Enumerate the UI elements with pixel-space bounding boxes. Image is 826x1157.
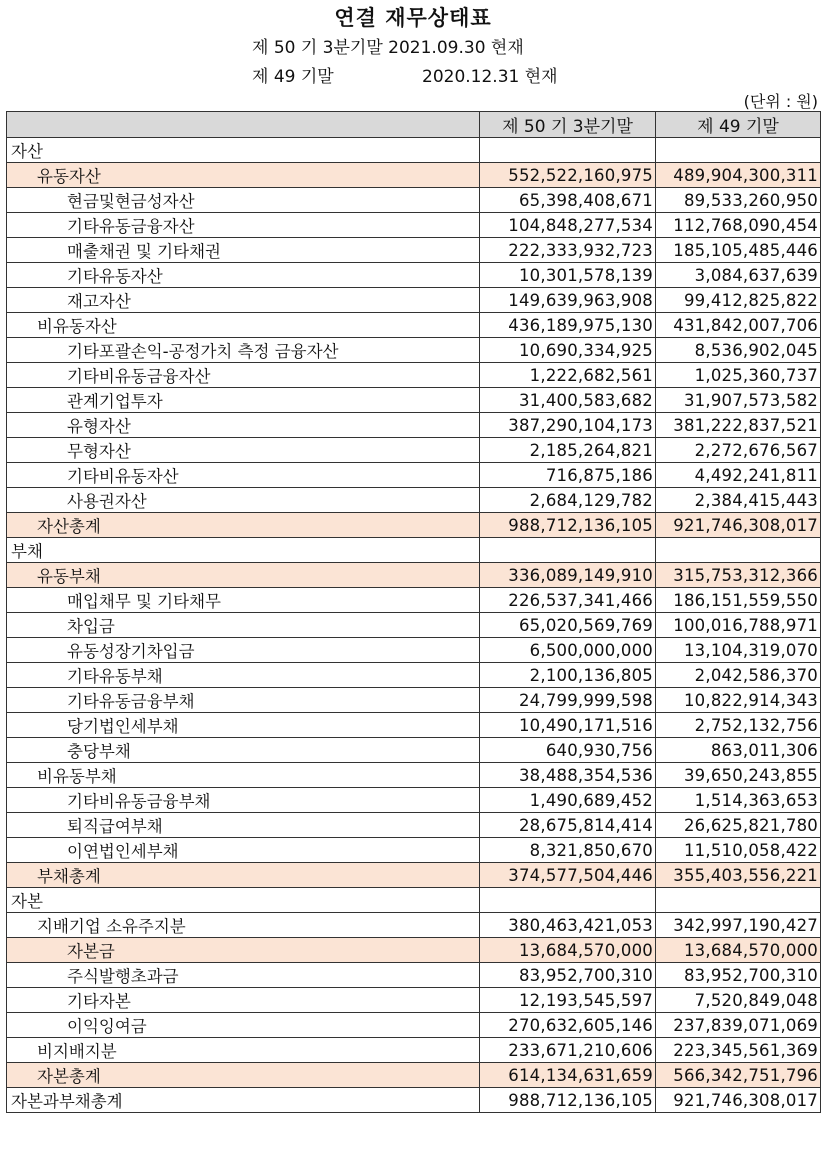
balance-sheet-table bbox=[6, 111, 821, 1113]
row-label: 기타유동자산 bbox=[7, 263, 480, 288]
row-value-current: 10,490,171,516 bbox=[480, 713, 656, 738]
row-value-prior: 1,514,363,653 bbox=[656, 788, 821, 813]
row-value-current: 233,671,210,606 bbox=[480, 1038, 656, 1063]
table-row bbox=[7, 538, 821, 563]
table-row bbox=[7, 963, 821, 988]
row-value-current: 104,848,277,534 bbox=[480, 213, 656, 238]
row-value-prior: 315,753,312,366 bbox=[656, 563, 821, 588]
row-label: 자본 bbox=[7, 888, 480, 913]
row-value-prior: 8,536,902,045 bbox=[656, 338, 821, 363]
table-row bbox=[7, 163, 821, 188]
row-value-current: 374,577,504,446 bbox=[480, 863, 656, 888]
row-value-prior: 100,016,788,971 bbox=[656, 613, 821, 638]
row-value-prior: 1,025,360,737 bbox=[656, 363, 821, 388]
table-row bbox=[7, 288, 821, 313]
prior-period-label: 제 49 기말 bbox=[252, 67, 334, 87]
row-value-prior: 31,907,573,582 bbox=[656, 388, 821, 413]
row-value-prior: 921,746,308,017 bbox=[656, 1088, 821, 1113]
row-value-current bbox=[480, 538, 656, 563]
table-row bbox=[7, 263, 821, 288]
row-label: 기타포괄손익-공정가치 측정 금융자산 bbox=[7, 338, 480, 363]
table-row bbox=[7, 863, 821, 888]
table-row bbox=[7, 463, 821, 488]
row-value-prior: 237,839,071,069 bbox=[656, 1013, 821, 1038]
row-value-current: 640,930,756 bbox=[480, 738, 656, 763]
row-value-current: 149,639,963,908 bbox=[480, 288, 656, 313]
row-value-prior bbox=[656, 538, 821, 563]
header-current-period: 제 50 기 3분기말 bbox=[480, 112, 656, 138]
row-value-prior: 223,345,561,369 bbox=[656, 1038, 821, 1063]
row-label: 기타비유동자산 bbox=[7, 463, 480, 488]
table-row bbox=[7, 588, 821, 613]
row-value-prior: 863,011,306 bbox=[656, 738, 821, 763]
row-value-current: 614,134,631,659 bbox=[480, 1063, 656, 1088]
row-value-current: 387,290,104,173 bbox=[480, 413, 656, 438]
row-label: 사용권자산 bbox=[7, 488, 480, 513]
row-value-current: 270,632,605,146 bbox=[480, 1013, 656, 1038]
row-value-current: 436,189,975,130 bbox=[480, 313, 656, 338]
row-label: 기타비유동금융부채 bbox=[7, 788, 480, 813]
row-value-current: 222,333,932,723 bbox=[480, 238, 656, 263]
row-value-prior: 99,412,825,822 bbox=[656, 288, 821, 313]
document-title: 연결 재무상태표 bbox=[334, 6, 492, 30]
row-label: 기타비유동금융자산 bbox=[7, 363, 480, 388]
row-label: 유동부채 bbox=[7, 563, 480, 588]
row-label: 자본총계 bbox=[7, 1063, 480, 1088]
row-value-prior: 921,746,308,017 bbox=[656, 513, 821, 538]
row-label: 이익잉여금 bbox=[7, 1013, 480, 1038]
row-value-prior: 2,042,586,370 bbox=[656, 663, 821, 688]
table-row bbox=[7, 1013, 821, 1038]
table-row bbox=[7, 338, 821, 363]
table-row bbox=[7, 513, 821, 538]
document-header bbox=[0, 0, 826, 110]
row-value-current: 8,321,850,670 bbox=[480, 838, 656, 863]
table-row bbox=[7, 563, 821, 588]
row-value-current: 65,020,569,769 bbox=[480, 613, 656, 638]
table-row bbox=[7, 388, 821, 413]
table-row bbox=[7, 913, 821, 938]
row-value-current: 6,500,000,000 bbox=[480, 638, 656, 663]
table-row bbox=[7, 988, 821, 1013]
row-label: 매출채권 및 기타채권 bbox=[7, 238, 480, 263]
row-value-prior: 2,752,132,756 bbox=[656, 713, 821, 738]
row-value-prior: 342,997,190,427 bbox=[656, 913, 821, 938]
prior-period-date: 2020.12.31 현재 bbox=[422, 67, 558, 87]
row-label: 비유동자산 bbox=[7, 313, 480, 338]
row-label: 비유동부채 bbox=[7, 763, 480, 788]
table-row bbox=[7, 438, 821, 463]
row-value-current: 336,089,149,910 bbox=[480, 563, 656, 588]
row-value-current bbox=[480, 888, 656, 913]
row-value-current: 380,463,421,053 bbox=[480, 913, 656, 938]
row-value-prior: 10,822,914,343 bbox=[656, 688, 821, 713]
row-label: 자산총계 bbox=[7, 513, 480, 538]
row-value-prior: 83,952,700,310 bbox=[656, 963, 821, 988]
table-row bbox=[7, 838, 821, 863]
row-value-prior: 355,403,556,221 bbox=[656, 863, 821, 888]
row-label: 기타유동부채 bbox=[7, 663, 480, 688]
table-row bbox=[7, 1063, 821, 1088]
row-value-current: 10,301,578,139 bbox=[480, 263, 656, 288]
row-label: 자본금 bbox=[7, 938, 480, 963]
row-label: 현금및현금성자산 bbox=[7, 188, 480, 213]
row-value-prior: 566,342,751,796 bbox=[656, 1063, 821, 1088]
row-label: 차입금 bbox=[7, 613, 480, 638]
table-row bbox=[7, 313, 821, 338]
row-value-prior: 2,272,676,567 bbox=[656, 438, 821, 463]
row-value-prior: 3,084,637,639 bbox=[656, 263, 821, 288]
table-row bbox=[7, 813, 821, 838]
table-row bbox=[7, 663, 821, 688]
table-row bbox=[7, 138, 821, 163]
table-row bbox=[7, 213, 821, 238]
row-value-current: 28,675,814,414 bbox=[480, 813, 656, 838]
row-value-current: 10,690,334,925 bbox=[480, 338, 656, 363]
row-value-prior: 2,384,415,443 bbox=[656, 488, 821, 513]
table-body bbox=[7, 138, 821, 1113]
row-label: 자산 bbox=[7, 138, 480, 163]
header-prior-period: 제 49 기말 bbox=[656, 112, 821, 138]
row-label: 유동성장기차입금 bbox=[7, 638, 480, 663]
row-label: 지배기업 소유주지분 bbox=[7, 913, 480, 938]
table-row bbox=[7, 763, 821, 788]
row-value-prior: 89,533,260,950 bbox=[656, 188, 821, 213]
table-row bbox=[7, 488, 821, 513]
row-value-current bbox=[480, 138, 656, 163]
row-label: 기타자본 bbox=[7, 988, 480, 1013]
table-row bbox=[7, 1038, 821, 1063]
table-row bbox=[7, 1088, 821, 1113]
table-row bbox=[7, 613, 821, 638]
row-label: 기타유동금융자산 bbox=[7, 213, 480, 238]
row-label: 비지배지분 bbox=[7, 1038, 480, 1063]
row-label: 기타유동금융부채 bbox=[7, 688, 480, 713]
row-value-current: 1,222,682,561 bbox=[480, 363, 656, 388]
row-label: 부채 bbox=[7, 538, 480, 563]
row-label: 충당부채 bbox=[7, 738, 480, 763]
row-value-current: 65,398,408,671 bbox=[480, 188, 656, 213]
row-value-current: 1,490,689,452 bbox=[480, 788, 656, 813]
table-row bbox=[7, 788, 821, 813]
row-value-current: 716,875,186 bbox=[480, 463, 656, 488]
row-label: 무형자산 bbox=[7, 438, 480, 463]
row-value-prior bbox=[656, 138, 821, 163]
table-row bbox=[7, 413, 821, 438]
row-value-current: 2,100,136,805 bbox=[480, 663, 656, 688]
row-value-current: 13,684,570,000 bbox=[480, 938, 656, 963]
row-label: 퇴직급여부채 bbox=[7, 813, 480, 838]
table-row bbox=[7, 638, 821, 663]
row-value-current: 552,522,160,975 bbox=[480, 163, 656, 188]
table-row bbox=[7, 238, 821, 263]
row-label: 주식발행초과금 bbox=[7, 963, 480, 988]
row-label: 관계기업투자 bbox=[7, 388, 480, 413]
row-label: 재고자산 bbox=[7, 288, 480, 313]
row-value-prior: 186,151,559,550 bbox=[656, 588, 821, 613]
row-value-current: 988,712,136,105 bbox=[480, 1088, 656, 1113]
row-label: 유형자산 bbox=[7, 413, 480, 438]
row-value-prior: 381,222,837,521 bbox=[656, 413, 821, 438]
row-value-prior: 431,842,007,706 bbox=[656, 313, 821, 338]
row-value-current: 24,799,999,598 bbox=[480, 688, 656, 713]
row-value-prior: 39,650,243,855 bbox=[656, 763, 821, 788]
table-row bbox=[7, 188, 821, 213]
row-label: 매입채무 및 기타채무 bbox=[7, 588, 480, 613]
row-value-prior: 112,768,090,454 bbox=[656, 213, 821, 238]
unit-note: (단위 : 원) bbox=[743, 92, 818, 111]
header-item bbox=[7, 112, 480, 138]
row-value-prior: 7,520,849,048 bbox=[656, 988, 821, 1013]
row-value-current: 83,952,700,310 bbox=[480, 963, 656, 988]
row-value-current: 31,400,583,682 bbox=[480, 388, 656, 413]
row-value-current: 38,488,354,536 bbox=[480, 763, 656, 788]
row-value-prior: 13,684,570,000 bbox=[656, 938, 821, 963]
row-value-prior bbox=[656, 888, 821, 913]
row-value-prior: 26,625,821,780 bbox=[656, 813, 821, 838]
row-label: 당기법인세부채 bbox=[7, 713, 480, 738]
row-value-current: 2,684,129,782 bbox=[480, 488, 656, 513]
row-value-prior: 489,904,300,311 bbox=[656, 163, 821, 188]
table-row bbox=[7, 713, 821, 738]
row-label: 자본과부채총계 bbox=[7, 1088, 480, 1113]
row-label: 유동자산 bbox=[7, 163, 480, 188]
row-value-current: 226,537,341,466 bbox=[480, 588, 656, 613]
current-period: 제 50 기 3분기말 2021.09.30 현재 bbox=[252, 38, 524, 58]
row-value-prior: 11,510,058,422 bbox=[656, 838, 821, 863]
row-value-prior: 185,105,485,446 bbox=[656, 238, 821, 263]
row-value-current: 12,193,545,597 bbox=[480, 988, 656, 1013]
row-value-current: 2,185,264,821 bbox=[480, 438, 656, 463]
table-row bbox=[7, 938, 821, 963]
table-row bbox=[7, 363, 821, 388]
row-label: 부채총계 bbox=[7, 863, 480, 888]
row-label: 이연법인세부채 bbox=[7, 838, 480, 863]
row-value-prior: 4,492,241,811 bbox=[656, 463, 821, 488]
table-header-row bbox=[7, 112, 821, 138]
table-row bbox=[7, 888, 821, 913]
row-value-prior: 13,104,319,070 bbox=[656, 638, 821, 663]
table-row bbox=[7, 688, 821, 713]
row-value-current: 988,712,136,105 bbox=[480, 513, 656, 538]
table-row bbox=[7, 738, 821, 763]
